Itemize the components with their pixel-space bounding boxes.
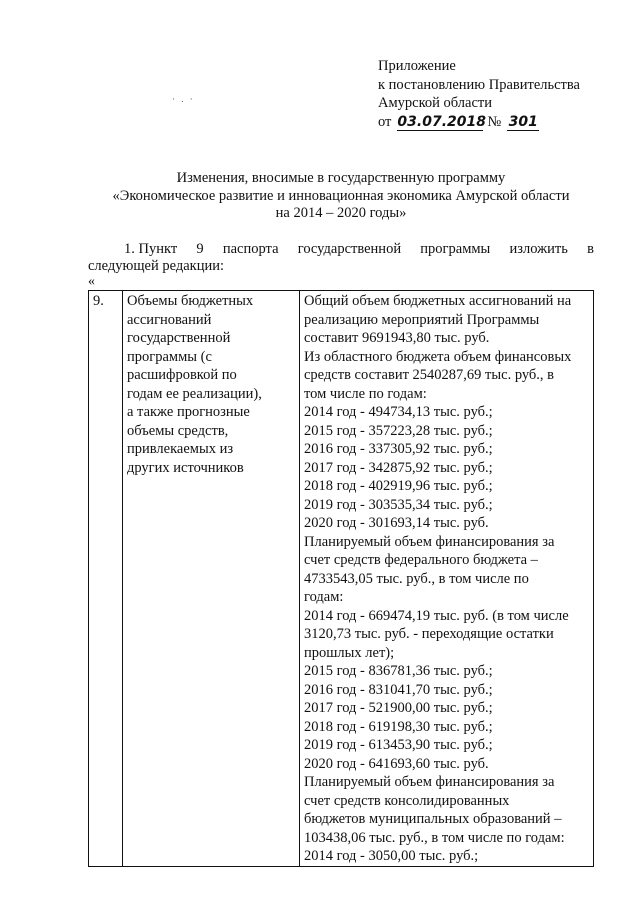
paragraph-word: программы bbox=[420, 241, 491, 257]
row-label-cell bbox=[123, 291, 300, 867]
paragraph-word: в bbox=[587, 241, 594, 257]
content-line: 4733543,05 тыс. руб., в том числе по bbox=[304, 570, 529, 587]
content-line: 2019 год - 303535,34 тыс. руб.; bbox=[304, 496, 493, 513]
passport-table bbox=[88, 290, 594, 867]
content-line: 2014 год - 3050,00 тыс. руб.; bbox=[304, 848, 479, 864]
annex-date-line bbox=[378, 113, 618, 132]
handwritten-date: 03.07.2018 bbox=[397, 113, 486, 130]
content-line: 2017 год - 521900,00 тыс. руб.; bbox=[304, 700, 493, 716]
scan-mark: · . · bbox=[172, 94, 195, 104]
content-line: 2020 год - 301693,14 тыс. руб. bbox=[304, 515, 489, 531]
label-line: годам ее реализации), bbox=[127, 385, 262, 402]
date-prefix: от bbox=[378, 113, 392, 130]
content-line: Общий объем бюджетных ассигнований на bbox=[304, 293, 572, 309]
title-line-3: на 2014 – 2020 годы» bbox=[275, 205, 407, 221]
label-line: привлекаемых из bbox=[127, 441, 234, 457]
paragraph-word: паспорта bbox=[222, 241, 279, 257]
label-line: программы (с bbox=[127, 348, 212, 365]
content-line: прошлых лет); bbox=[304, 644, 395, 661]
label-line: а также прогнозные bbox=[127, 404, 250, 420]
content-line: 2016 год - 831041,70 тыс. руб.; bbox=[304, 681, 493, 698]
content-line: 103438,06 тыс. руб., в том числе по годам: bbox=[304, 829, 565, 846]
handwritten-number: 301 bbox=[508, 113, 538, 130]
content-line: бюджетов муниципальных образований – bbox=[304, 811, 562, 827]
paragraph-word: изложить bbox=[509, 241, 568, 257]
opening-quote: « bbox=[88, 274, 95, 289]
paragraph-word: государственной bbox=[297, 241, 402, 257]
row-content-cell bbox=[300, 291, 594, 867]
content-line: 2015 год - 836781,36 тыс. руб.; bbox=[304, 663, 493, 679]
paragraph-first-line bbox=[88, 241, 594, 258]
label-line: объемы средств, bbox=[127, 422, 229, 439]
table-row bbox=[89, 291, 594, 867]
label-line: расшифровкой по bbox=[127, 367, 237, 383]
content-line: 3120,73 тыс. руб. - переходящие остатки bbox=[304, 626, 554, 642]
document-title bbox=[88, 170, 594, 223]
label-line: государственной bbox=[127, 330, 231, 346]
annex-title: Приложение bbox=[378, 58, 456, 74]
content-line: 2018 год - 402919,96 тыс. руб.; bbox=[304, 478, 493, 494]
row-number-cell bbox=[89, 291, 123, 867]
number-prefix: № bbox=[487, 113, 502, 130]
content-line: Из областного бюджета объем финансовых bbox=[304, 348, 572, 365]
amendment-paragraph bbox=[88, 241, 594, 275]
content-line: 2019 год - 613453,90 тыс. руб.; bbox=[304, 737, 493, 753]
label-line: других источников bbox=[127, 459, 244, 476]
annex-header bbox=[378, 57, 618, 131]
content-line: том числе по годам: bbox=[304, 385, 427, 402]
content-line: 2014 год - 669474,19 тыс. руб. (в том числе bbox=[304, 607, 569, 624]
content-line: 2017 год - 342875,92 тыс. руб.; bbox=[304, 459, 493, 476]
title-line-2: «Экономическое развитие и инновационная экономика Амурской области bbox=[112, 187, 570, 204]
content-line: Планируемый объем финансирования за bbox=[304, 533, 555, 550]
label-line: Объемы бюджетных bbox=[127, 293, 254, 309]
paragraph-word: 1. Пункт bbox=[124, 241, 178, 257]
content-line: Планируемый объем финансирования за bbox=[304, 774, 555, 790]
content-line: составит 9691943,80 тыс. руб. bbox=[304, 330, 490, 346]
row-number: 9. bbox=[93, 293, 104, 309]
paragraph-word: 9 bbox=[196, 241, 204, 257]
content-line: средств составит 2540287,69 тыс. руб., в bbox=[304, 367, 555, 383]
content-line: счет средств консолидированных bbox=[304, 792, 510, 809]
content-line: 2014 год - 494734,13 тыс. руб.; bbox=[304, 404, 493, 420]
title-line-1: Изменения, вносимые в государственную программу bbox=[176, 170, 506, 186]
annex-line-region: Амурской области bbox=[378, 95, 492, 111]
annex-line-resolution: к постановлению Правительства bbox=[378, 76, 580, 93]
label-line: ассигнований bbox=[127, 311, 212, 328]
content-line: 2020 год - 641693,60 тыс. руб. bbox=[304, 755, 489, 772]
content-line: 2016 год - 337305,92 тыс. руб.; bbox=[304, 441, 493, 457]
content-line: годам: bbox=[304, 589, 344, 605]
content-line: 2018 год - 619198,30 тыс. руб.; bbox=[304, 718, 493, 735]
content-line: реализацию мероприятий Программы bbox=[304, 311, 540, 328]
content-line: 2015 год - 357223,28 тыс. руб.; bbox=[304, 422, 493, 439]
paragraph-second-line: следующей редакции: bbox=[88, 258, 225, 274]
content-line: счет средств федерального бюджета – bbox=[304, 552, 538, 568]
